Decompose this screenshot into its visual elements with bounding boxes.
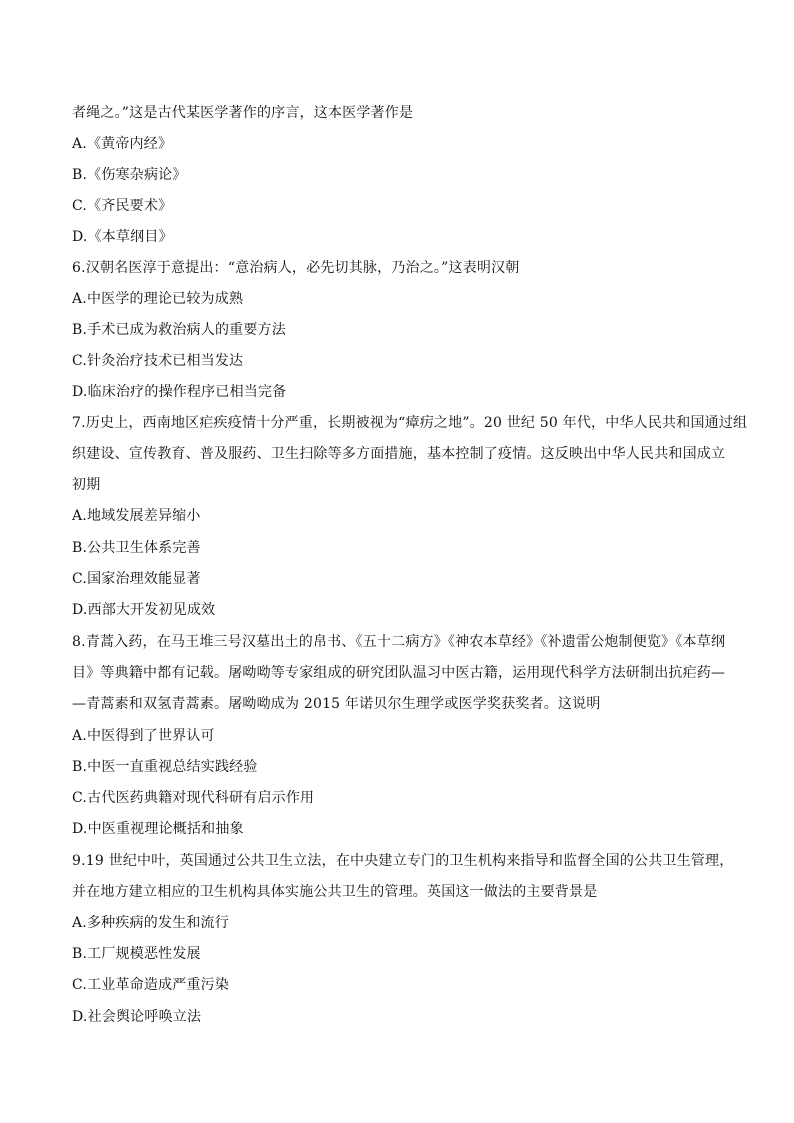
q6-option-a: A.中医学的理论已较为成熟 <box>72 291 244 307</box>
q7-option-b: B.公共卫生体系完善 <box>72 540 201 556</box>
q5-option-c: C.《齐民要术》 <box>72 198 173 214</box>
q8-option-c: C.古代医药典籍对现代科研有启示作用 <box>72 790 315 806</box>
q7-option-a: A.地域发展差异缩小 <box>72 508 201 524</box>
q7-option-c: C.国家治理效能显著 <box>72 571 201 587</box>
q8-stem-line-2: 目》等典籍中都有记载。屠呦呦等专家组成的研究团队温习中医古籍，运用现代科学方法研制出抗疟药— <box>72 665 726 681</box>
q5-option-d: D.《本草纲目》 <box>72 229 173 245</box>
q6-option-d: D.临床治疗的操作程序已相当完备 <box>72 384 287 400</box>
q7-stem-line-2: 织建设、宣传教育、普及服药、卫生扫除等多方面措施，基本控制了疫情。这反映出中华人民共和国成立 <box>72 446 726 462</box>
q8-option-b: B.中医一直重视总结实践经验 <box>72 759 258 775</box>
q5-stem-tail: 者绳之。”这是古代某医学著作的序言，这本医学著作是 <box>72 105 414 121</box>
q9-option-d: D.社会舆论呼唤立法 <box>72 1009 202 1025</box>
q9-option-a: A.多种疾病的发生和流行 <box>72 915 229 931</box>
q5-option-a: A.《黄帝内经》 <box>72 136 173 152</box>
q9-stem-line-2: 并在地方建立相应的卫生机构具体实施公共卫生的管理。英国这一做法的主要背景是 <box>72 884 598 900</box>
q5-option-b: B.《伤寒杂病论》 <box>72 167 187 183</box>
q8-stem-line-3: —青蒿素和双氢青蒿素。屠呦呦成为 2015 年诺贝尔生理学或医学奖获奖者。这说明 <box>72 696 601 712</box>
q7-option-d: D.西部大开发初见成效 <box>72 602 216 618</box>
q8-stem-line-1: 8.青蒿入药，在马王堆三号汉墓出土的帛书、《五十二病方》《神农本草经》《补遗雷公炮制便览》《本草纲 <box>72 634 726 650</box>
q8-option-d: D.中医重视理论概括和抽象 <box>72 821 244 837</box>
q8-option-a: A.中医得到了世界认可 <box>72 728 215 744</box>
q7-stem-line-1: 7.历史上，西南地区疟疾疫情十分严重，长期被视为“瘴疠之地”。20 世纪 50 年代，中华人民共和国通过组 <box>72 415 748 431</box>
q9-option-b: B.工厂规模恶性发展 <box>72 946 201 962</box>
q6-stem: 6.汉朝名医淳于意提出：“意治病人，必先切其脉，乃治之。”这表明汉朝 <box>72 260 520 276</box>
q9-option-c: C.工业革命造成严重污染 <box>72 977 230 993</box>
q6-option-c: C.针灸治疗技术已相当发达 <box>72 353 244 369</box>
q7-stem-line-3: 初期 <box>72 477 101 493</box>
q9-stem-line-1: 9.19 世纪中叶，英国通过公共卫生立法，在中央建立专门的卫生机构来指导和监督全国的公共卫生管理， <box>72 853 734 869</box>
q6-option-b: B.手术已成为救治病人的重要方法 <box>72 322 286 338</box>
